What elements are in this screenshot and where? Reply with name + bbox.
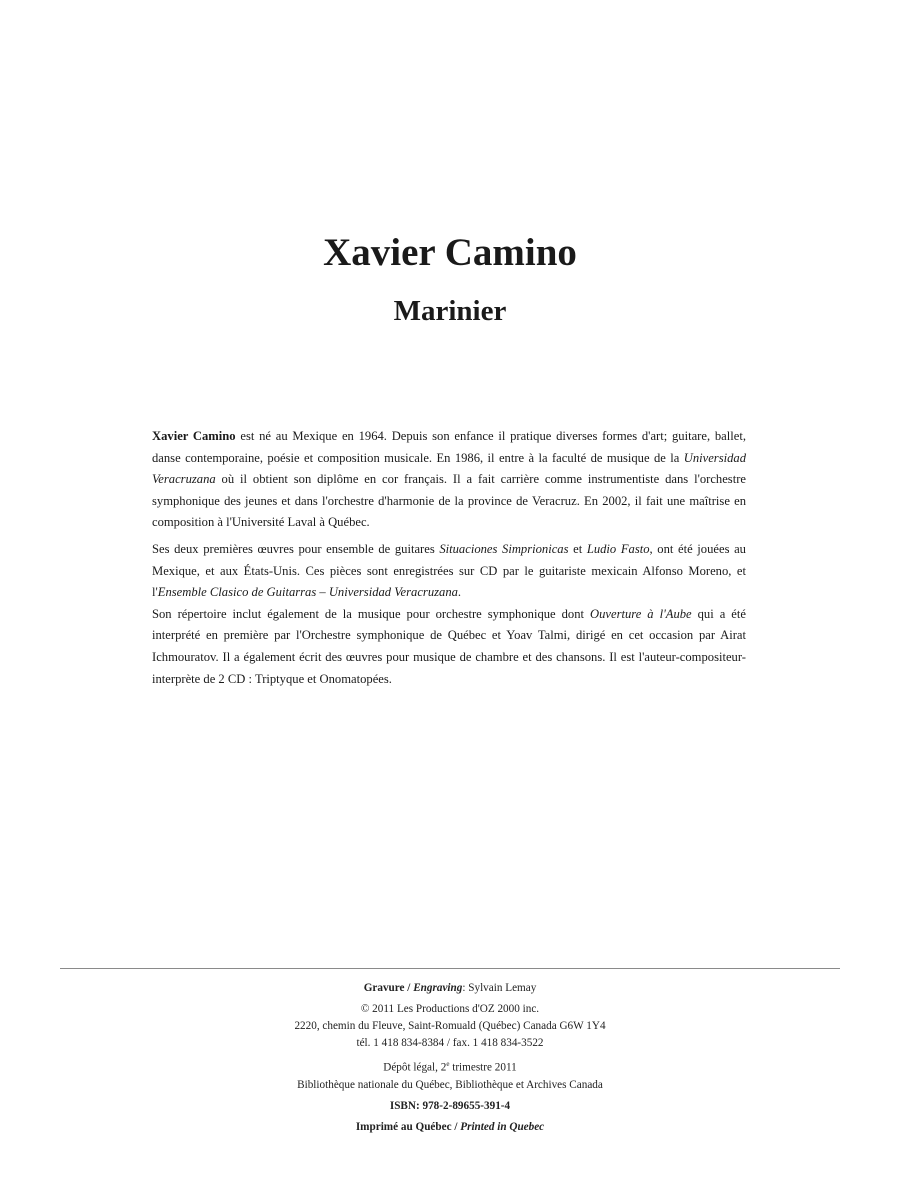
bio-text: , ont été jouées au Mexique, et aux États-Unis. Ces pièces sont enregistrées sur CD par le guitariste mexicain Alfonso Moreno, et l' <box>152 541 746 600</box>
work-title: Ludio Fasto <box>586 541 650 556</box>
bio-paragraph-3 <box>152 604 746 690</box>
legal-deposit-suffix: trimestre 2011 <box>449 1061 517 1074</box>
bio-text: et <box>568 541 587 556</box>
printed-in-line <box>0 1119 900 1136</box>
engraving-label-en: Engraving <box>413 982 463 994</box>
bio-text: qui a été interprété en première par l'Orchestre symphonique de Québec et Yoav Talmi, dirigé en cet occasion par Airat Ichmouratov. Il a également écrit des œuvres pour musique de chambre et des chansons. Il est l'auteur-compositeur-interprète de 2 CD : Triptyque et Onomatopées. <box>152 606 746 686</box>
bio-composer-name: Xavier Camino <box>152 429 236 443</box>
colophon <box>0 980 900 1140</box>
legal-deposit-line <box>0 1056 900 1077</box>
bio-paragraph-2 <box>152 539 746 604</box>
bio-text: est né au Mexique en 1964. Depuis son enfance il pratique diverses formes d'art; guitare, ballet, danse contemporaine, poésie et composition musicale. En 1986, il entre à la faculté de musique de la <box>152 429 746 465</box>
bio-university-name: Universidad Veracruzana <box>152 450 746 487</box>
engraving-label: Gravure / <box>363 982 414 994</box>
phone-line: tél. 1 418 834-8384 / fax. 1 418 834-3522 <box>356 1037 544 1049</box>
bio-text: où il obtient son diplôme en cor français. Il a fait carrière comme instrumentiste dans l'orchestre symphonique des jeunes et dans l'orchestre d'harmonie de la province de Veracruz. En 2002, il fait une maîtrise en composition à l'Université Laval à Québec. <box>152 472 746 530</box>
footer-divider <box>60 968 840 969</box>
legal-deposit-prefix: Dépôt légal, 2 <box>383 1061 447 1074</box>
copyright-line: © 2011 Les Productions d'OZ 2000 inc. <box>360 1003 540 1015</box>
piece-title: Marinier <box>393 295 507 327</box>
publisher-block <box>0 1001 900 1052</box>
work-title: Situaciones Simprionicas <box>439 541 569 556</box>
bio-text: . <box>457 585 462 600</box>
printed-en: Printed in Quebec <box>460 1120 545 1133</box>
bio-text: Ses deux premières œuvres pour ensemble de guitares <box>152 541 440 556</box>
printed-fr: Imprimé au Québec / <box>355 1120 461 1133</box>
bio-text: Son répertoire inclut également de la musique pour orchestre symphonique dont <box>152 606 590 621</box>
composer-name: Xavier Camino <box>323 231 577 274</box>
work-title: Ouverture à l'Aube <box>590 606 692 621</box>
legal-deposit-block <box>0 1056 900 1094</box>
address-line: 2220, chemin du Fleuve, Saint-Romuald (Québec) Canada G6W 1Y4 <box>294 1020 606 1032</box>
engraver-name: : Sylvain Lemay <box>462 982 537 994</box>
ensemble-name: Ensemble Clasico de Guitarras – Universidad Veracruzana <box>157 585 458 600</box>
legal-deposit-sup: e <box>446 1060 450 1068</box>
engraving-credit <box>0 980 900 997</box>
biography <box>152 426 746 695</box>
isbn-line: ISBN: 978-2-89655-391-4 <box>389 1099 511 1112</box>
libraries-line: Bibliothèque nationale du Québec, Bibliothèque et Archives Canada <box>297 1078 603 1091</box>
bio-paragraph-1 <box>152 426 746 534</box>
